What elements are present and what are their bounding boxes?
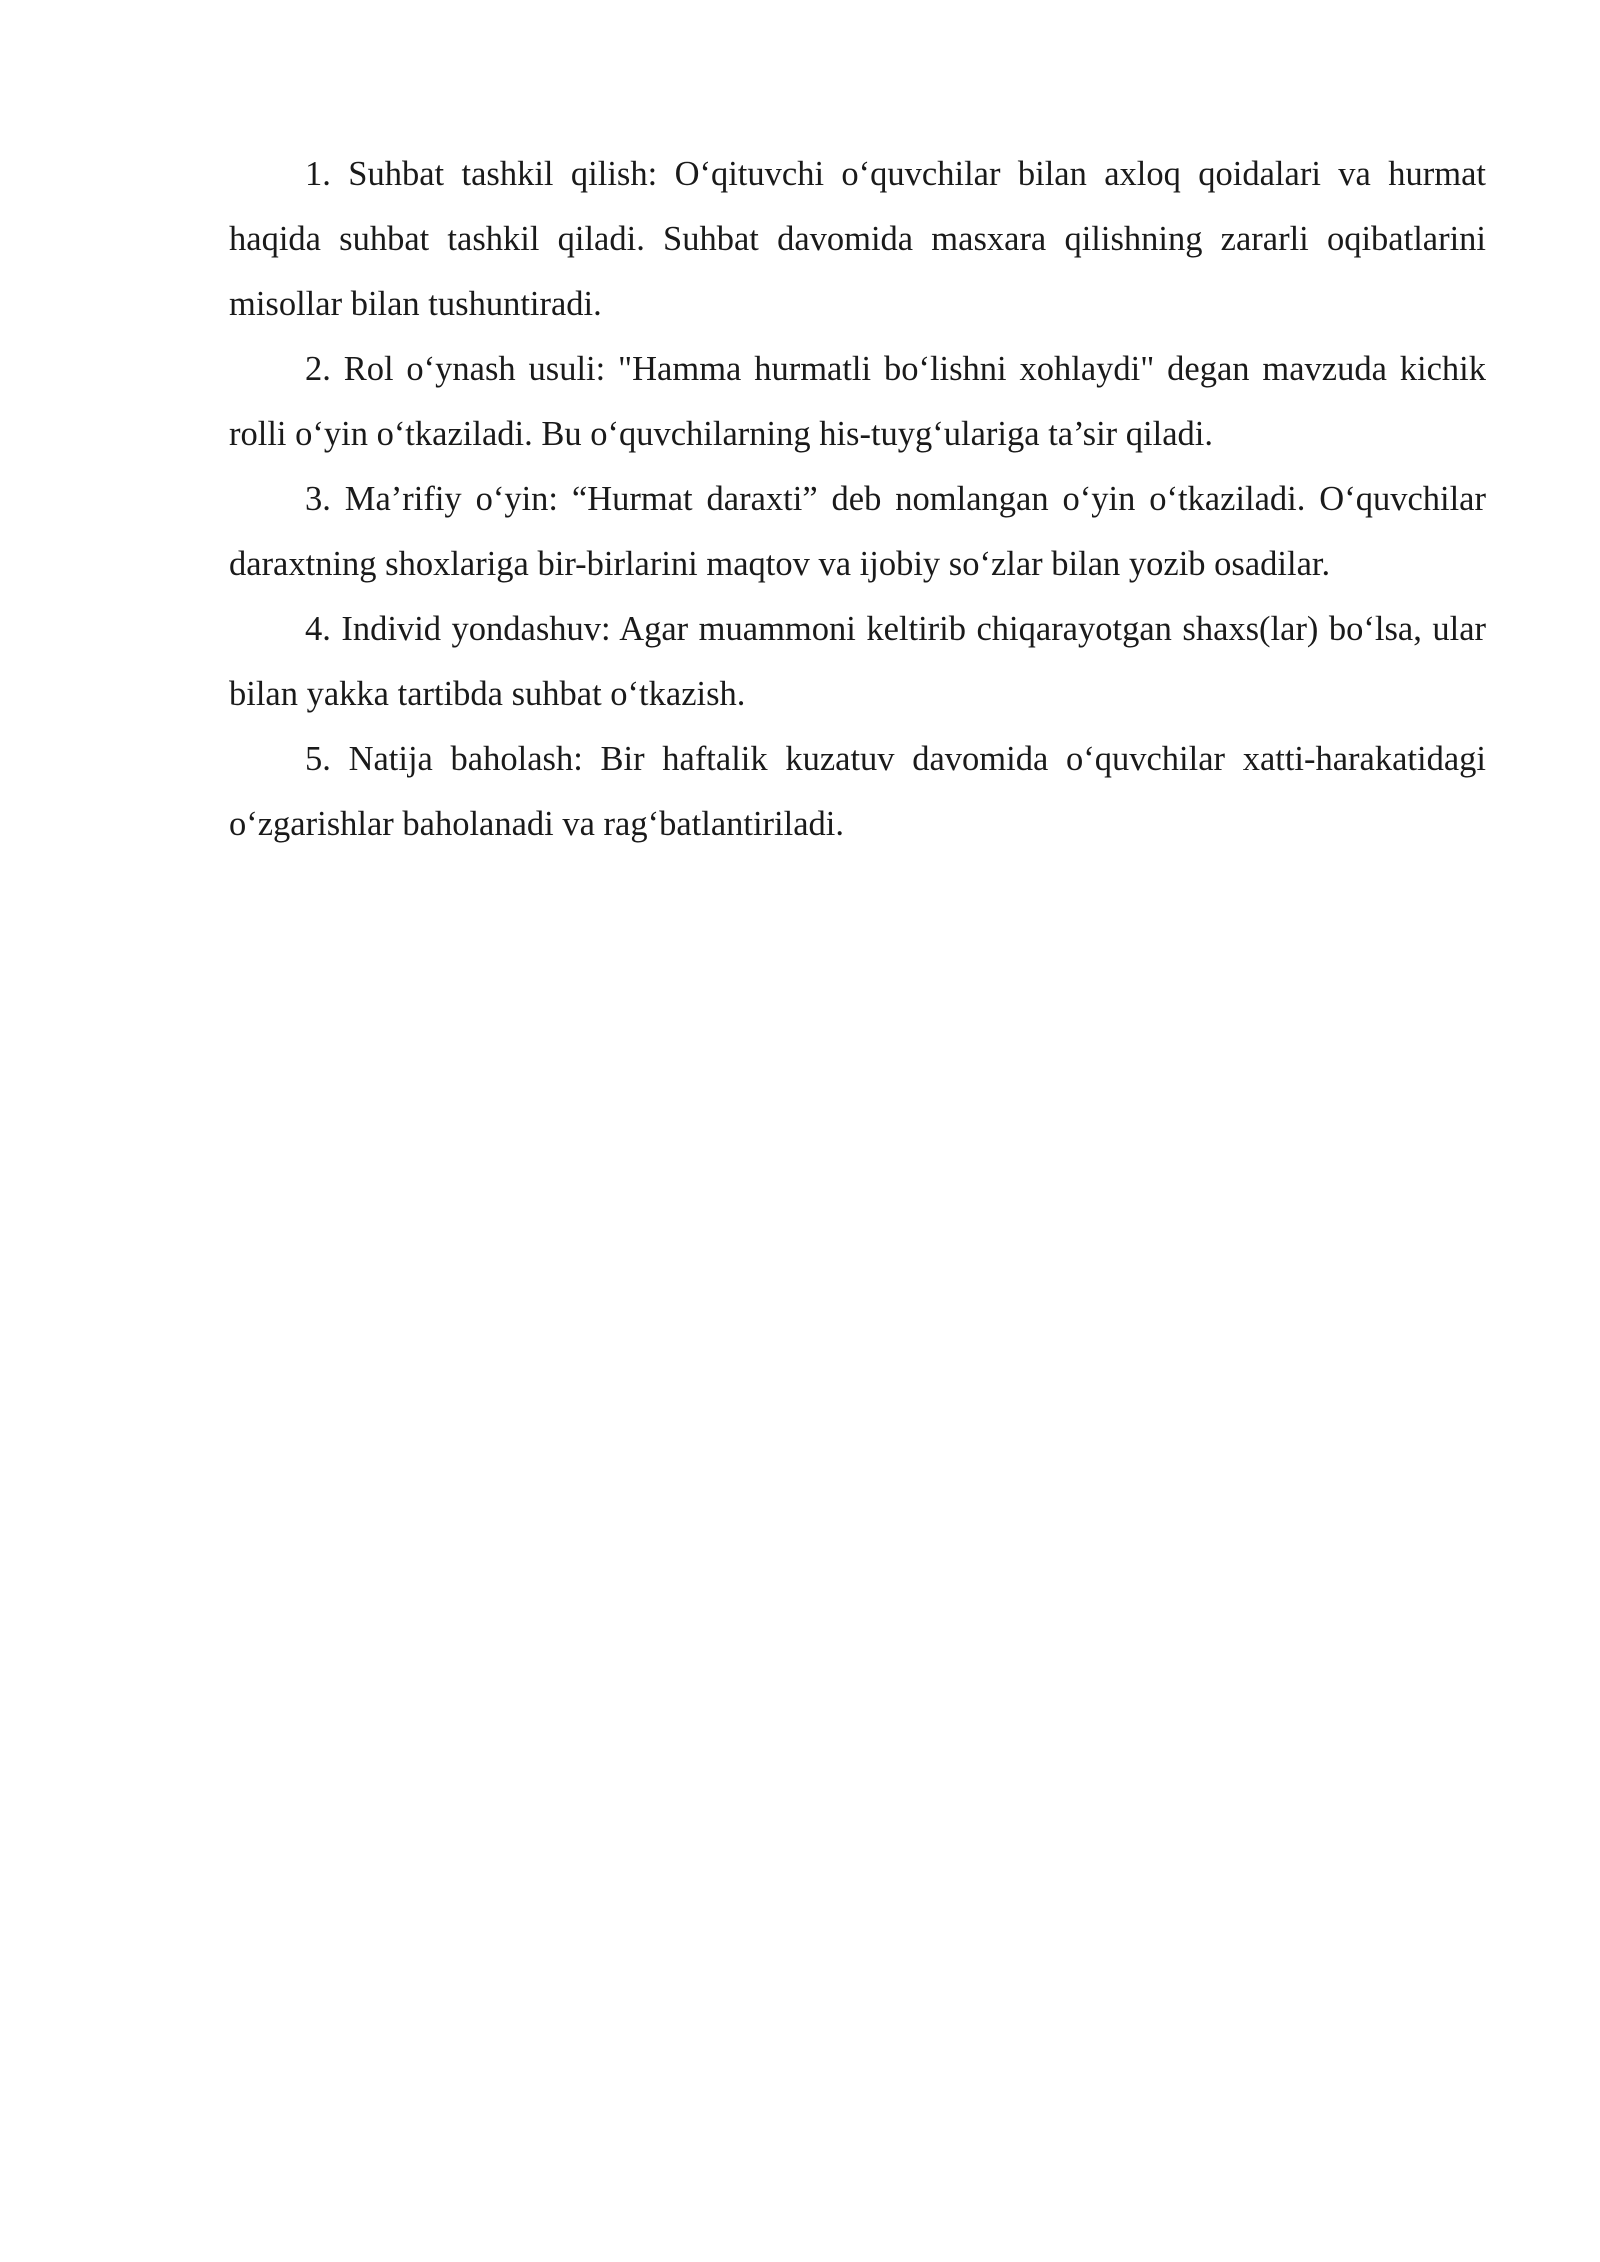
list-item-individ-yondashuv: 4. Individ yondashuv: Agar muammoni keltirib chiqarayotgan shaxs(lar) bo‘lsa, ular bilan yakka tartibda suhbat o‘tkazish.: [229, 610, 1486, 713]
list-item-rol-oynash: 2. Rol o‘ynash usuli: "Hamma hurmatli bo‘lishni xohlaydi" degan mavzuda kichik rolli o‘yin o‘tkaziladi. Bu o‘quvchilarning his-tuyg‘ulariga ta’sir qiladi.: [229, 350, 1486, 453]
list-item-natija-baholash: 5. Natija baholash: Bir haftalik kuzatuv davomida o‘quvchilar xatti-harakatidagi o‘zgarishlar baholanadi va rag‘batlantiriladi.: [229, 740, 1486, 843]
list-item-suhbat: 1. Suhbat tashkil qilish: O‘qituvchi o‘quvchilar bilan axloq qoidalari va hurmat haqida suhbat tashkil qiladi. Suhbat davomida masxara qilishning zararli oqibatlarini misollar bilan tushuntiradi.: [229, 155, 1486, 323]
list-item-marifiy-oyin: 3. Ma’rifiy o‘yin: “Hurmat daraxti” deb nomlangan o‘yin o‘tkaziladi. O‘quvchilar daraxtning shoxlariga bir-birlarini maqtov va ijobiy so‘zlar bilan yozib osadilar.: [229, 480, 1486, 583]
document-body: [229, 142, 1486, 857]
